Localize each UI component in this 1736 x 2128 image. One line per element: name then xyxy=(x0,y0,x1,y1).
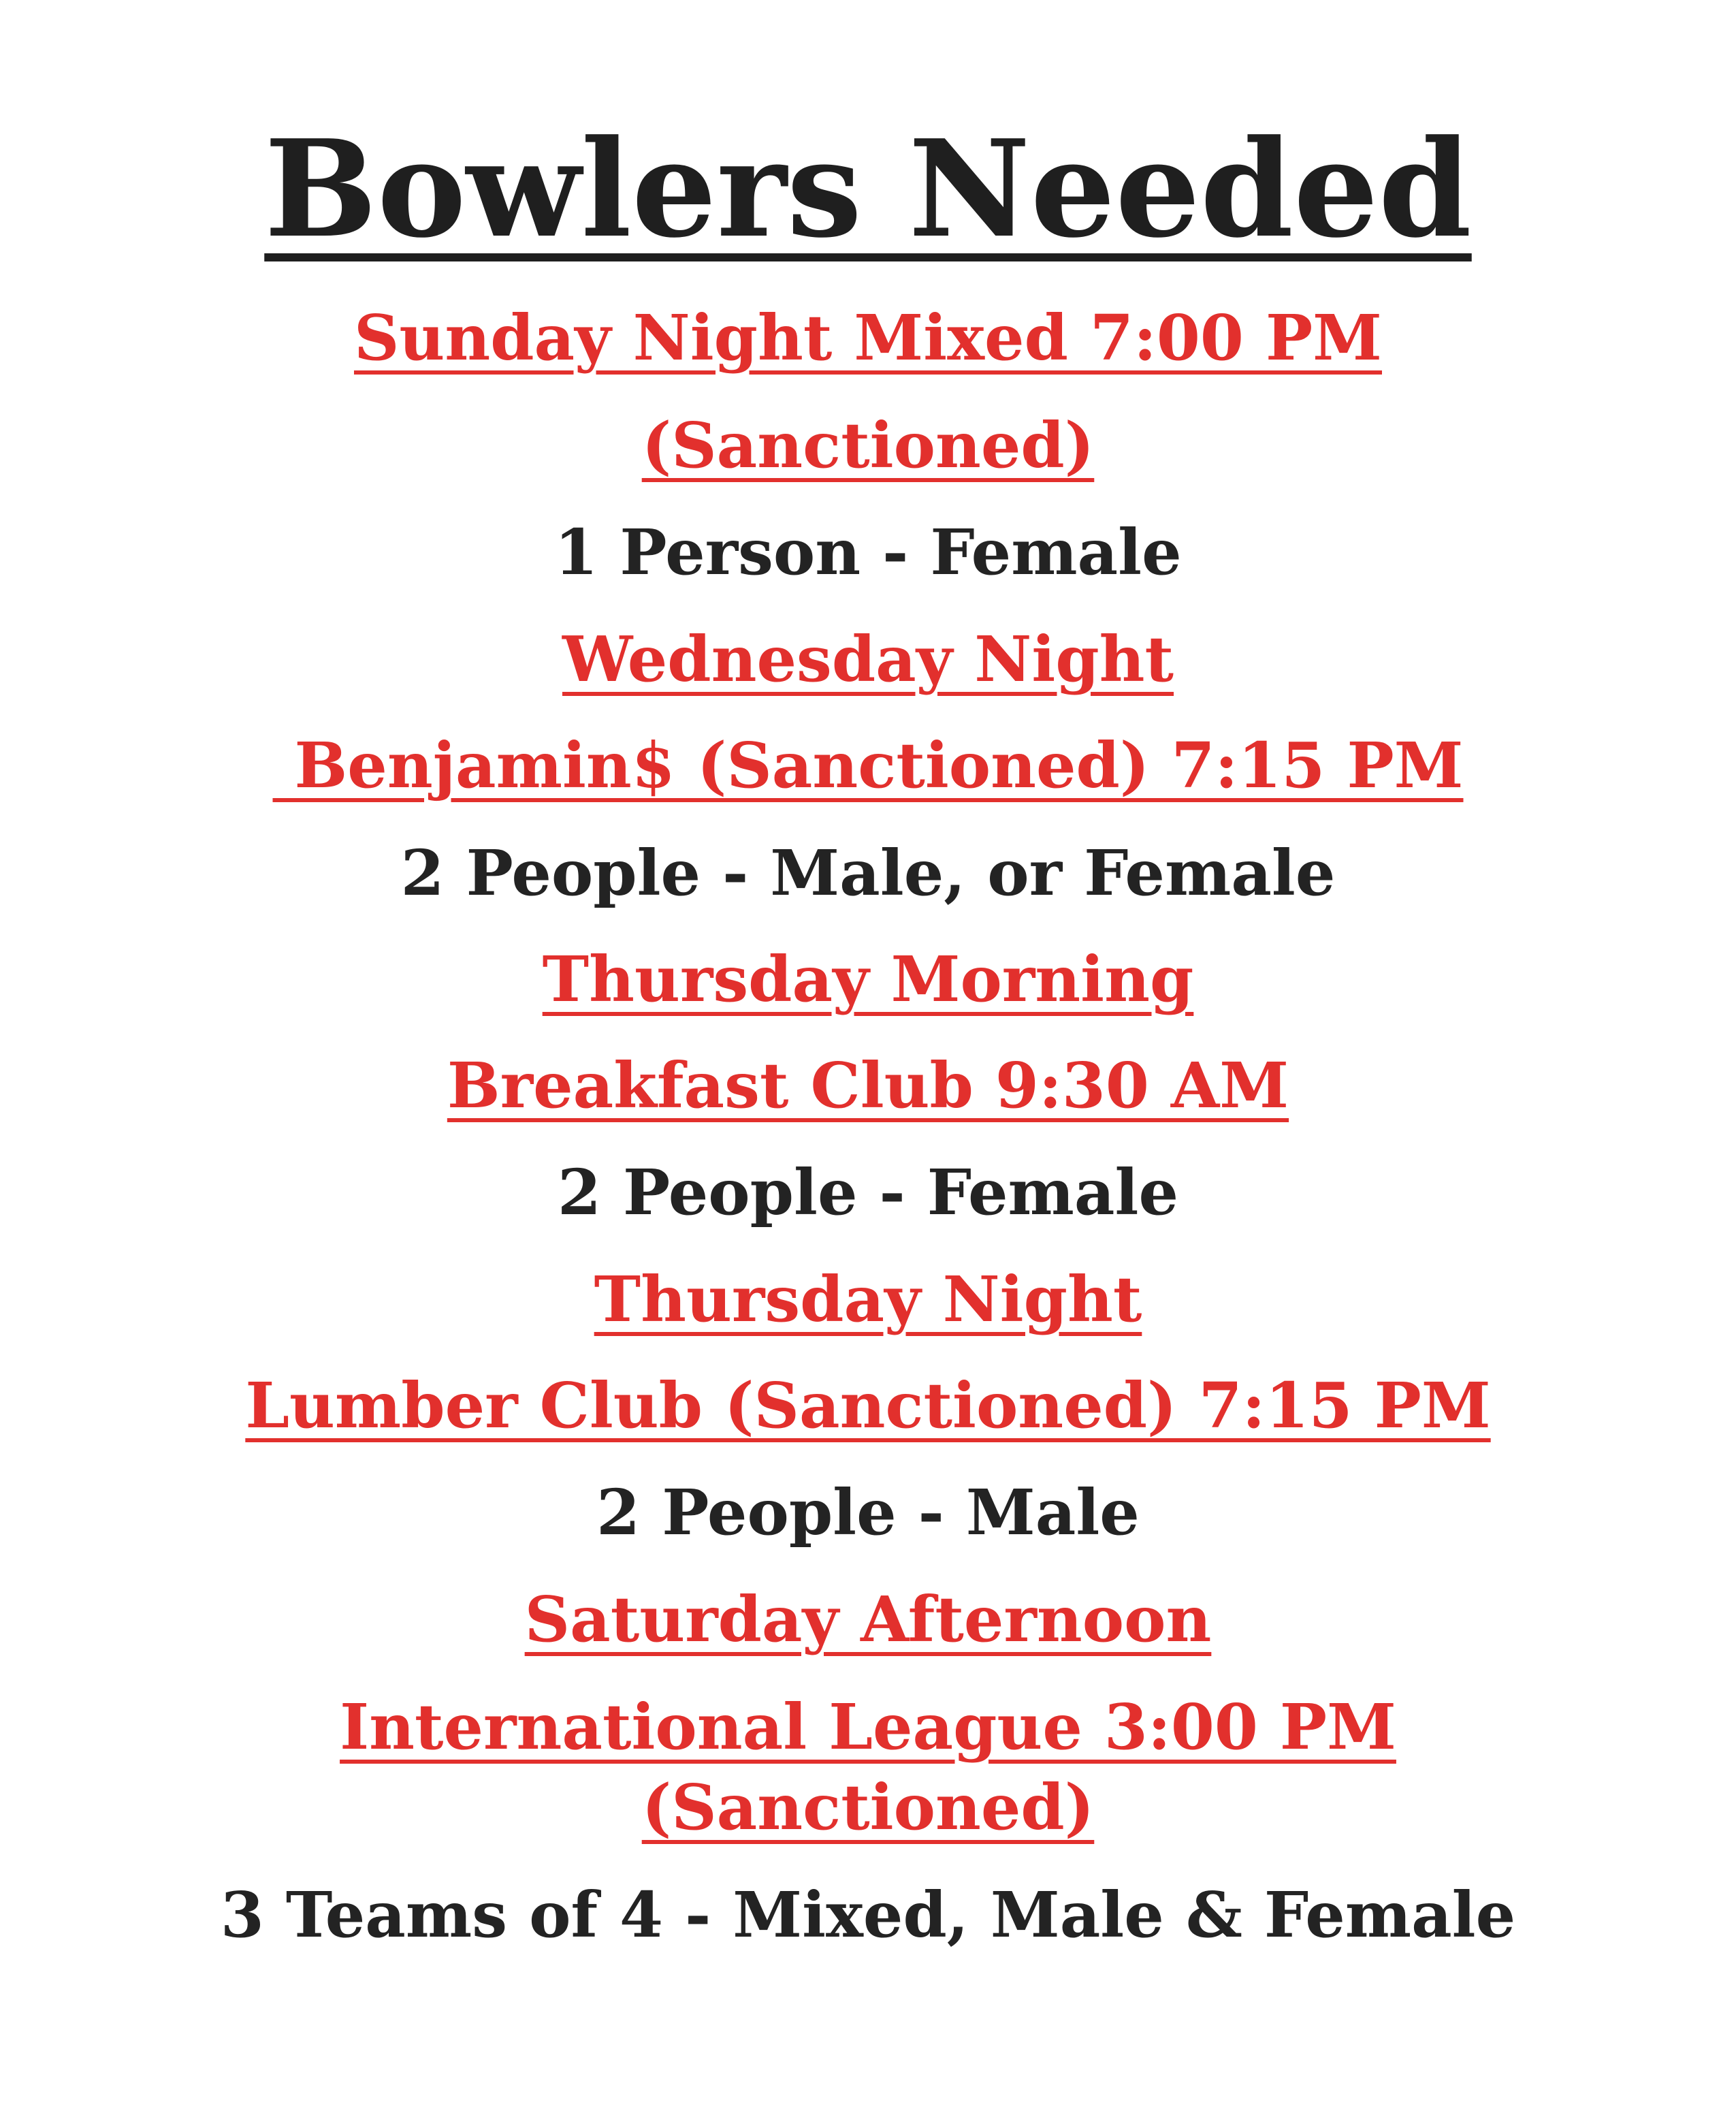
league-thursday-night-detail: Lumber Club (Sanctioned) 7:15 PM xyxy=(245,1369,1491,1442)
league-thursday-morning-needed: 2 People - Female xyxy=(558,1156,1178,1229)
league-sunday-sanction: (Sanctioned) xyxy=(641,409,1095,482)
league-saturday-name: Saturday Afternoon xyxy=(524,1583,1212,1656)
league-sunday-needed: 1 Person - Female xyxy=(554,515,1182,589)
league-thursday-morning-detail: Breakfast Club 9:30 AM xyxy=(447,1049,1289,1122)
league-wednesday-detail: Benjamin$ (Sanctioned) 7:15 PM xyxy=(272,729,1464,802)
league-sunday-name: Sunday Night Mixed 7:00 PM xyxy=(353,301,1382,375)
league-wednesday-needed: 2 People - Male, or Female xyxy=(400,836,1336,910)
league-saturday-needed: 3 Teams of 4 - Mixed, Male & Female xyxy=(220,1878,1516,1952)
league-saturday-detail: International League 3:00 PM xyxy=(340,1690,1396,1764)
flyer-title: Bowlers Needed xyxy=(264,111,1472,268)
league-saturday-sanction: (Sanctioned) xyxy=(641,1770,1095,1844)
league-wednesday-name: Wednesday Night xyxy=(562,622,1174,696)
league-thursday-night-name: Thursday Night xyxy=(594,1262,1142,1336)
league-thursday-night-needed: 2 People - Male xyxy=(596,1476,1140,1549)
league-thursday-morning-name: Thursday Morning xyxy=(542,942,1194,1016)
